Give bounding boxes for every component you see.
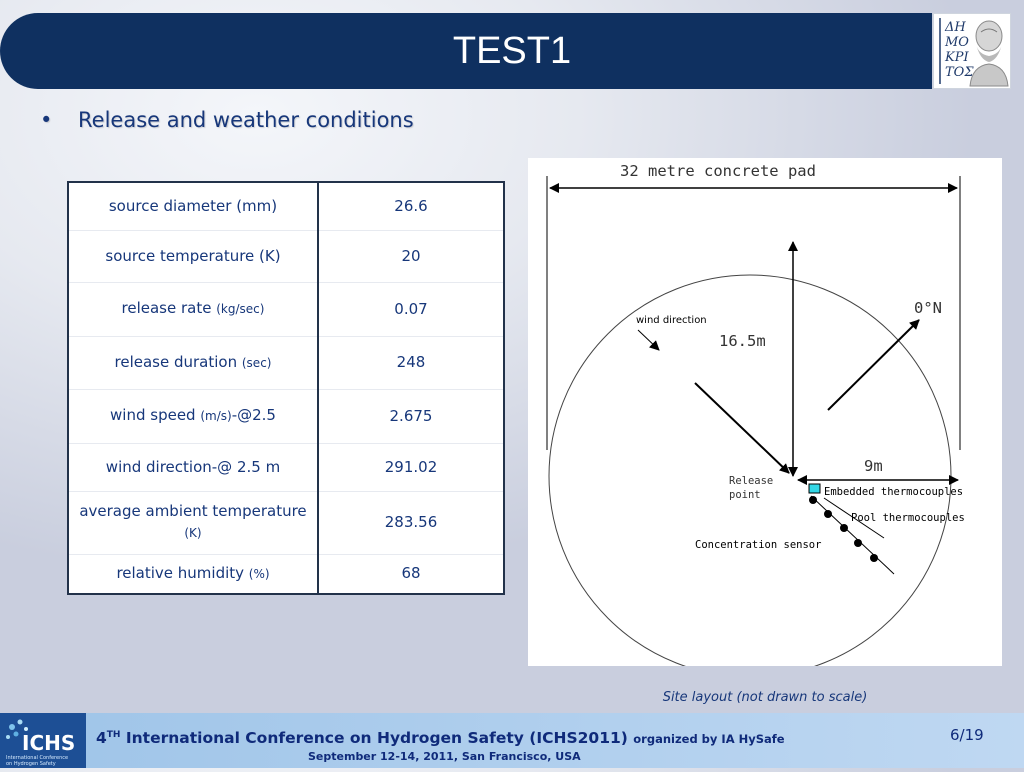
wind-label: wind direction — [636, 315, 707, 326]
embedded-thermocouple-marker — [809, 484, 820, 493]
bullet-text: Release and weather conditions — [78, 108, 414, 132]
param-label: wind speed (m/s)-@2.5 — [68, 389, 318, 443]
sensor-dot — [854, 539, 862, 547]
democritus-logo-icon — [933, 13, 1011, 89]
param-label: relative humidity (%) — [68, 554, 318, 594]
param-value: 0.07 — [318, 282, 504, 336]
param-value: 291.02 — [318, 443, 504, 491]
table-row — [68, 389, 504, 443]
concentration-label: Concentration sensor — [695, 539, 822, 551]
table-row — [68, 554, 504, 594]
svg-text:ΚΡΙ: ΚΡΙ — [945, 50, 969, 65]
wind-small-arrow — [638, 330, 659, 350]
table-row — [68, 491, 504, 554]
north-arrow — [828, 320, 919, 410]
wind-arrow — [695, 383, 789, 473]
ichs-logo-sub1: International Conference — [6, 755, 69, 761]
release-conditions-table — [67, 181, 505, 595]
footer-bar — [0, 713, 1024, 768]
table-row — [68, 443, 504, 491]
param-value: 26.6 — [318, 182, 504, 230]
param-value: 283.56 — [318, 491, 504, 554]
ichs-logo-text: ICHS — [22, 731, 76, 755]
table-row — [68, 336, 504, 389]
sensor-dot — [809, 496, 817, 504]
sensor-dot — [840, 524, 848, 532]
table-row — [68, 282, 504, 336]
ichs-logo-sub2: on Hydrogen Safety — [6, 761, 56, 767]
pool-label: Pool thermocouples — [851, 512, 965, 524]
conference-dates: September 12-14, 2011, San Francisco, USA — [308, 750, 581, 763]
sensor-dot — [824, 510, 832, 518]
sensor-line — [811, 496, 894, 574]
param-value: 68 — [318, 554, 504, 594]
embedded-label: Embedded thermocouples — [824, 486, 964, 498]
page-number: 6/19 — [950, 726, 984, 744]
radius-label: 16.5m — [719, 332, 766, 350]
svg-text:ΜΟ: ΜΟ — [945, 35, 969, 50]
param-label: average ambient temperature (K) — [68, 491, 318, 554]
svg-text:ΔΗ: ΔΗ — [945, 20, 966, 35]
sensor-dot — [870, 554, 878, 562]
bullet-dot: • — [40, 108, 53, 132]
diagram-caption: Site layout (not drawn to scale) — [662, 690, 868, 705]
param-value: 2.675 — [318, 389, 504, 443]
svg-text:ΤΟΣ: ΤΟΣ — [945, 65, 974, 80]
ichs-logo-icon — [0, 713, 86, 768]
param-label: release rate (kg/sec) — [68, 282, 318, 336]
param-label: source temperature (K) — [68, 230, 318, 282]
param-label: source diameter (mm) — [68, 182, 318, 230]
distance-label: 9m — [864, 457, 883, 475]
param-value: 20 — [318, 230, 504, 282]
bullet-item — [40, 108, 414, 132]
conference-title: 4TH International Conference on Hydrogen Safety (ICHS2011) organized by IA HySafe — [96, 729, 785, 747]
release-label-line2: point — [729, 489, 761, 501]
site-layout-diagram — [528, 158, 1002, 666]
param-label: wind direction-@ 2.5 m — [68, 443, 318, 491]
table-row — [68, 230, 504, 282]
slide-title: TEST1 — [452, 30, 572, 72]
param-value: 248 — [318, 336, 504, 389]
param-label: release duration (sec) — [68, 336, 318, 389]
pad-label: 32 metre concrete pad — [620, 162, 816, 180]
north-label: 0°N — [914, 299, 942, 317]
release-label-line1: Release — [729, 475, 774, 487]
table-row — [68, 182, 504, 230]
